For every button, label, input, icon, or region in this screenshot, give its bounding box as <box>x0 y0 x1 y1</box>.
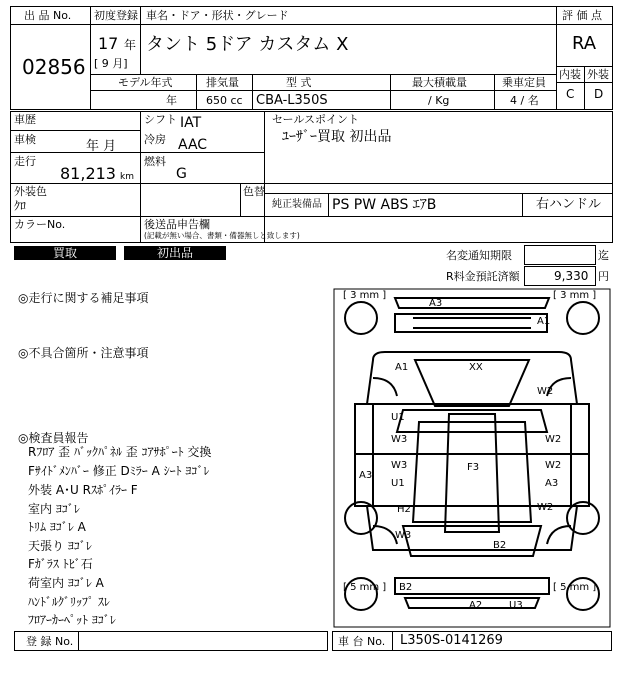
mileage-unit: km <box>120 172 134 182</box>
equipment-value: PS PW ABS ｴｱB <box>332 197 437 213</box>
name-change-label: 名変通知期限 <box>446 249 512 262</box>
exterior-color-label: 外装色 <box>14 185 47 198</box>
inspector-line: Fｶﾞﾗｽ ﾄﾋﾞ石 <box>28 557 93 571</box>
mark-left-front-fender: A1 <box>395 362 409 373</box>
chassis-number: L350S-0141269 <box>400 633 503 648</box>
sales-point-label: セールスポイント <box>272 113 360 126</box>
steering-value: 右ハンドル <box>536 197 602 212</box>
inspector-line: 室内 ﾖｺﾞﾚ <box>28 502 80 516</box>
color-no-label: カラーNo. <box>14 218 66 231</box>
recycle-value: 9,330 <box>554 269 589 283</box>
first-reg-label: 初度登録 <box>94 9 138 22</box>
inspector-line: Rﾌﾛｱ 歪 ﾊﾞｯｸﾊﾟﾈﾙ 歪 ｺｱｻﾎﾟｰﾄ 交換 <box>28 445 212 459</box>
tire-tread-fl: [ 3 mm ] <box>343 290 387 301</box>
year-unit: 年 <box>124 38 137 52</box>
mark-rear-bumper-u: U3 <box>509 600 523 611</box>
shift-value: IAT <box>180 115 202 131</box>
mark-rr-door-w: W2 <box>545 460 562 471</box>
mark-lr-door-u: U1 <box>391 478 405 489</box>
interior-label: 内装 <box>559 68 581 81</box>
aftermarket-note: (記載が無い場合、書類・備器無しと致します) <box>144 231 300 240</box>
type-label: 型 式 <box>286 76 312 89</box>
tire-tread-fr: [ 3 mm ] <box>553 290 597 301</box>
mark-rear-window: B2 <box>493 540 507 551</box>
mileage-value: 81,213 <box>60 164 116 183</box>
mark-lr-fender-h: H2 <box>397 504 411 515</box>
interior-grade: C <box>566 87 575 101</box>
type-value: CBA-L350S <box>256 93 328 108</box>
sales-point-value: ﾕｰｻﾞｰ買取 初出品 <box>282 129 392 145</box>
inspector-line: 天張り ﾖｺﾞﾚ <box>28 539 92 553</box>
mark-lf-door-w: W3 <box>391 434 408 445</box>
mark-rear-bumper-a: A2 <box>469 600 483 611</box>
inspector-line: 荷室内 ﾖｺﾞﾚ A <box>28 576 104 590</box>
ac-label: 冷房 <box>144 133 166 146</box>
fuel-label: 燃料 <box>144 155 166 168</box>
model-year-label: モデル年式 <box>118 76 173 89</box>
max-load-value: / Kg <box>428 94 450 107</box>
aftermarket-label: 後送品申告欄 <box>144 218 210 231</box>
tire-tread-rl: [ 5 mm ] <box>343 582 387 593</box>
lot-number: 02856 <box>22 55 86 79</box>
chassis-label: 車 台 No. <box>338 635 386 648</box>
model-year-unit: 年 <box>166 94 177 107</box>
mark-roof: F3 <box>467 462 480 473</box>
history-label: 車歴 <box>14 113 36 126</box>
mark-rf-door: W2 <box>545 434 562 445</box>
max-load-label: 最大積載量 <box>412 76 467 89</box>
defects-notes-title: ◎不具合箇所・注意事項 <box>18 346 149 360</box>
driving-notes-title: ◎走行に関する補足事項 <box>18 291 149 305</box>
mark-lr-door-w: W3 <box>391 460 408 471</box>
mark-rr-fender: W2 <box>537 502 554 513</box>
inspector-line: ﾌﾛｱｰｶｰﾍﾟｯﾄ ﾖｺﾞﾚ <box>28 613 116 627</box>
registration-label: 登 録 No. <box>26 635 74 648</box>
name-change-unit: 迄 <box>598 249 609 262</box>
car-damage-diagram <box>333 288 611 628</box>
reg-month: [ 9 月] <box>94 57 128 70</box>
mark-lr-fender-w: W3 <box>395 530 412 541</box>
inspection-value: 年 月 <box>86 139 117 154</box>
buyout-badge: 買取 <box>14 246 116 260</box>
mark-front-panel: A1 <box>537 316 551 327</box>
inspector-line: 外装 A･U Rｽﾎﾟｲﾗｰ F <box>28 483 138 497</box>
mark-front-bumper: A3 <box>429 298 443 309</box>
inspection-label: 車検 <box>14 133 36 146</box>
capacity-value: 4 / 名 <box>510 94 539 107</box>
lot-label: 出 品 No. <box>24 9 72 22</box>
car-name-label: 車名・ドア・形状・グレード <box>146 9 289 22</box>
shift-label: シフト <box>144 113 177 126</box>
exterior-grade: D <box>594 87 604 101</box>
exterior-color-value: ｸﾛ <box>14 199 27 213</box>
reg-year: 17 <box>98 34 119 53</box>
mark-hood: XX <box>469 362 483 373</box>
displacement-value: 650 cc <box>206 94 243 107</box>
inspector-line: ﾊﾝﾄﾞﾙｸﾞﾘｯﾌﾟ ｽﾚ <box>28 595 110 609</box>
fuel-value: G <box>176 166 187 182</box>
car-name: タント 5ドア カスタム X <box>146 34 349 55</box>
mark-lf-door-u: U1 <box>391 412 405 423</box>
capacity-label: 乗車定員 <box>502 76 546 89</box>
mark-right-front-fender: W2 <box>537 386 554 397</box>
inspector-line: ﾄﾘﾑ ﾖｺﾞﾚ A <box>28 520 86 534</box>
mark-left-sill: A3 <box>359 470 373 481</box>
inspector-report-title: ◎検査員報告 <box>18 431 89 445</box>
tire-tread-rr: [ 5 mm ] <box>553 582 597 593</box>
inspector-line: Fｻｲﾄﾞﾒﾝﾊﾞｰ 修正 Dﾐﾗｰ A ｼｰﾄ ﾖｺﾞﾚ <box>28 464 210 478</box>
rating-label: 評 価 点 <box>562 9 602 22</box>
displacement-label: 排気量 <box>206 76 239 89</box>
recycle-unit: 円 <box>598 270 609 283</box>
recycle-label: R料金預託済額 <box>446 270 520 283</box>
first-listing-badge: 初出品 <box>124 246 226 260</box>
repaint-label: 色替 <box>243 185 265 198</box>
ac-value: AAC <box>178 137 208 153</box>
mark-rr-door-a: A3 <box>545 478 559 489</box>
name-change-box <box>524 245 596 265</box>
mark-rear-panel: B2 <box>399 582 413 593</box>
equipment-label: 純正装備品 <box>272 199 322 210</box>
rating-value: RA <box>572 33 597 54</box>
exterior-label: 外装 <box>587 68 609 81</box>
mileage-label: 走行 <box>14 155 36 168</box>
